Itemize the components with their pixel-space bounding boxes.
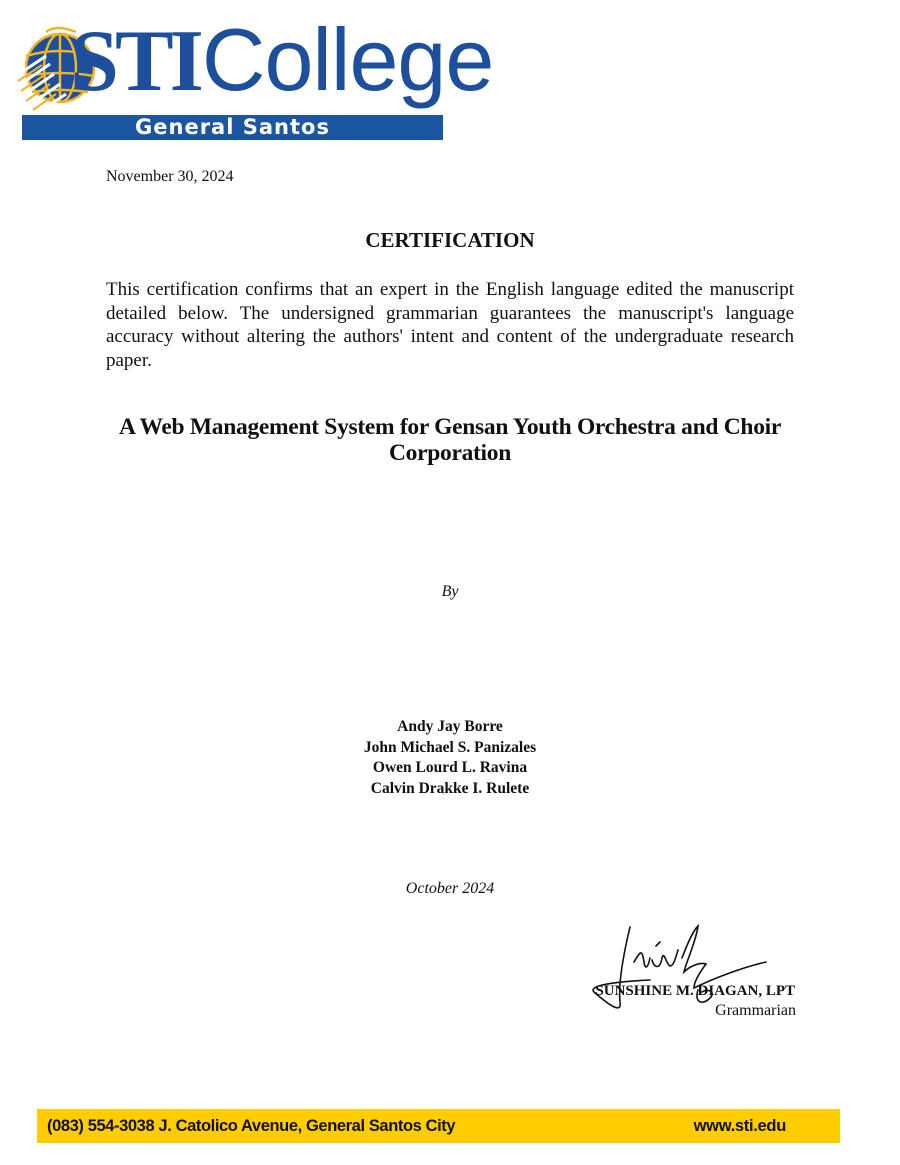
footer-bar (37, 1109, 840, 1143)
author-name: John Michael S. Panizales (363, 738, 537, 756)
document-date: November 30, 2024 (106, 168, 234, 185)
signatory-role: Grammarian (715, 1002, 796, 1019)
author-name: Andy Jay Borre (397, 718, 503, 735)
signatory-name: SUNSHINE M. DIAGAN, LPT (595, 983, 795, 999)
certification-body: This certification confirms that an expert in the English language edited the manuscript detailed below. The undersigned grammarian guarantees the manuscript's language accuracy without altering the authors' intent and content of the undergraduate research paper. (106, 279, 794, 371)
issued-date: October 2024 (405, 880, 495, 897)
footer-website-link[interactable]: www.sti.edu (693, 1117, 786, 1135)
footer-address: (083) 554-3038 J. Catolico Avenue, General Santos City (47, 1117, 456, 1135)
sti-college-logo (14, 10, 494, 142)
logo-wordmark (70, 10, 493, 112)
by-label: By (441, 583, 459, 600)
logo-sti: STI (70, 13, 200, 110)
author-name: Calvin Drakke I. Rulete (370, 779, 530, 797)
author-name: Owen Lourd L. Ravina (372, 759, 528, 776)
author-list (0, 717, 900, 799)
document-heading: CERTIFICATION (365, 228, 535, 252)
logo-campus-banner: General Santos (22, 115, 443, 140)
logo-college: College (201, 10, 494, 109)
research-title: A Web Management System for Gensan Youth Orchestra and Choir Corporation (119, 414, 781, 466)
